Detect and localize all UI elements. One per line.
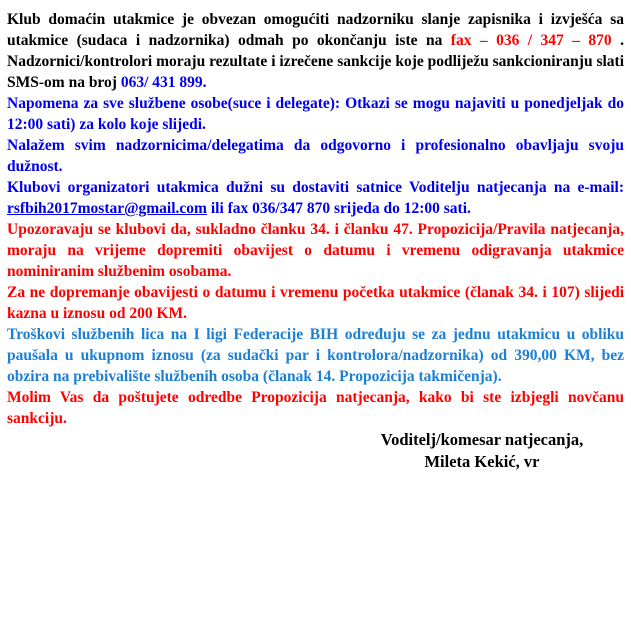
- paragraph-nalazem-duznost: [7, 135, 624, 177]
- paragraph-napomena-otkazi: [7, 93, 624, 135]
- paragraph-text: . Nadzornici/kontrolori moraju rezultate i izrečene sankcije koje podliježu sankcioniranju slati SMS-om na broj: [7, 32, 625, 91]
- paragraph-text: Nalažem svim nadzornicima/delegatima da odgovorno i profesionalno obavljaju svoju dužnost.: [7, 137, 624, 175]
- paragraph-troskovi-pausal: [7, 324, 624, 387]
- signature-name: Mileta Kekić, vr: [424, 452, 540, 471]
- paragraph-text: Klub domaćin utakmice je obvezan omogućiti nadzorniku slanje zapisnika i izvješća sa utakmice (sudaca i nadzornika) odmah po okončanju iste na: [7, 11, 624, 49]
- paragraph-text: Upozoravaju se klubovi da, sukladno članku 34. i članku 47. Propozicija/Pravila natjecanja, moraju na vrijeme dopremiti obavijest o datumu i vremenu odigravanja utakmice nominiranim službenim osobama.: [7, 221, 624, 280]
- paragraph-text: ili fax 036/347 870 srijeda do 12:00 sati.: [206, 200, 471, 217]
- paragraph-text: Napomena za sve službene osobe(suce i delegate): Otkazi se mogu najaviti u ponedjeljak do 12:00 sati) za kolo koje slijedi.: [7, 95, 624, 133]
- sms-number: 063/ 431 899.: [120, 74, 207, 91]
- paragraph-text: Klubovi organizatori utakmica dužni su dostaviti satnice Voditelju natjecanja na e-mail:: [7, 179, 624, 196]
- email-link[interactable]: rsfbih2017mostar@gmail.com: [7, 200, 207, 217]
- paragraph-text: Molim Vas da poštujete odredbe Propozicija natjecanja, kako bi ste izbjegli novčanu sankciju.: [7, 389, 624, 427]
- signature-block: [352, 429, 612, 473]
- paragraph-satnice-email: [7, 177, 624, 219]
- paragraph-text: Troškovi službenih lica na I ligi Federacije BIH određuju se za jednu utakmicu u obliku paušala u ukupnom iznosu (za sudački par i kontrolora/nadzornika) od 390,00 KM, bez obzira na prebivalište službenih osoba (članak 14. Propozicija takmičenja).: [7, 326, 624, 385]
- fax-number: fax – 036 / 347 – 870: [450, 32, 612, 49]
- paragraph-kazna-200km: [7, 282, 624, 324]
- signature-role: Voditelj/komesar natjecanja,: [380, 430, 584, 449]
- paragraph-molim-postujte: [7, 387, 624, 429]
- paragraph-zapisnik-fax: [7, 9, 624, 93]
- paragraph-text: Za ne dopremanje obavijesti o datumu i vremenu početka utakmice (članak 34. i 107) slijedi kazna u iznosu od 200 KM.: [7, 284, 624, 322]
- paragraph-upozorenje-clanci: [7, 219, 624, 282]
